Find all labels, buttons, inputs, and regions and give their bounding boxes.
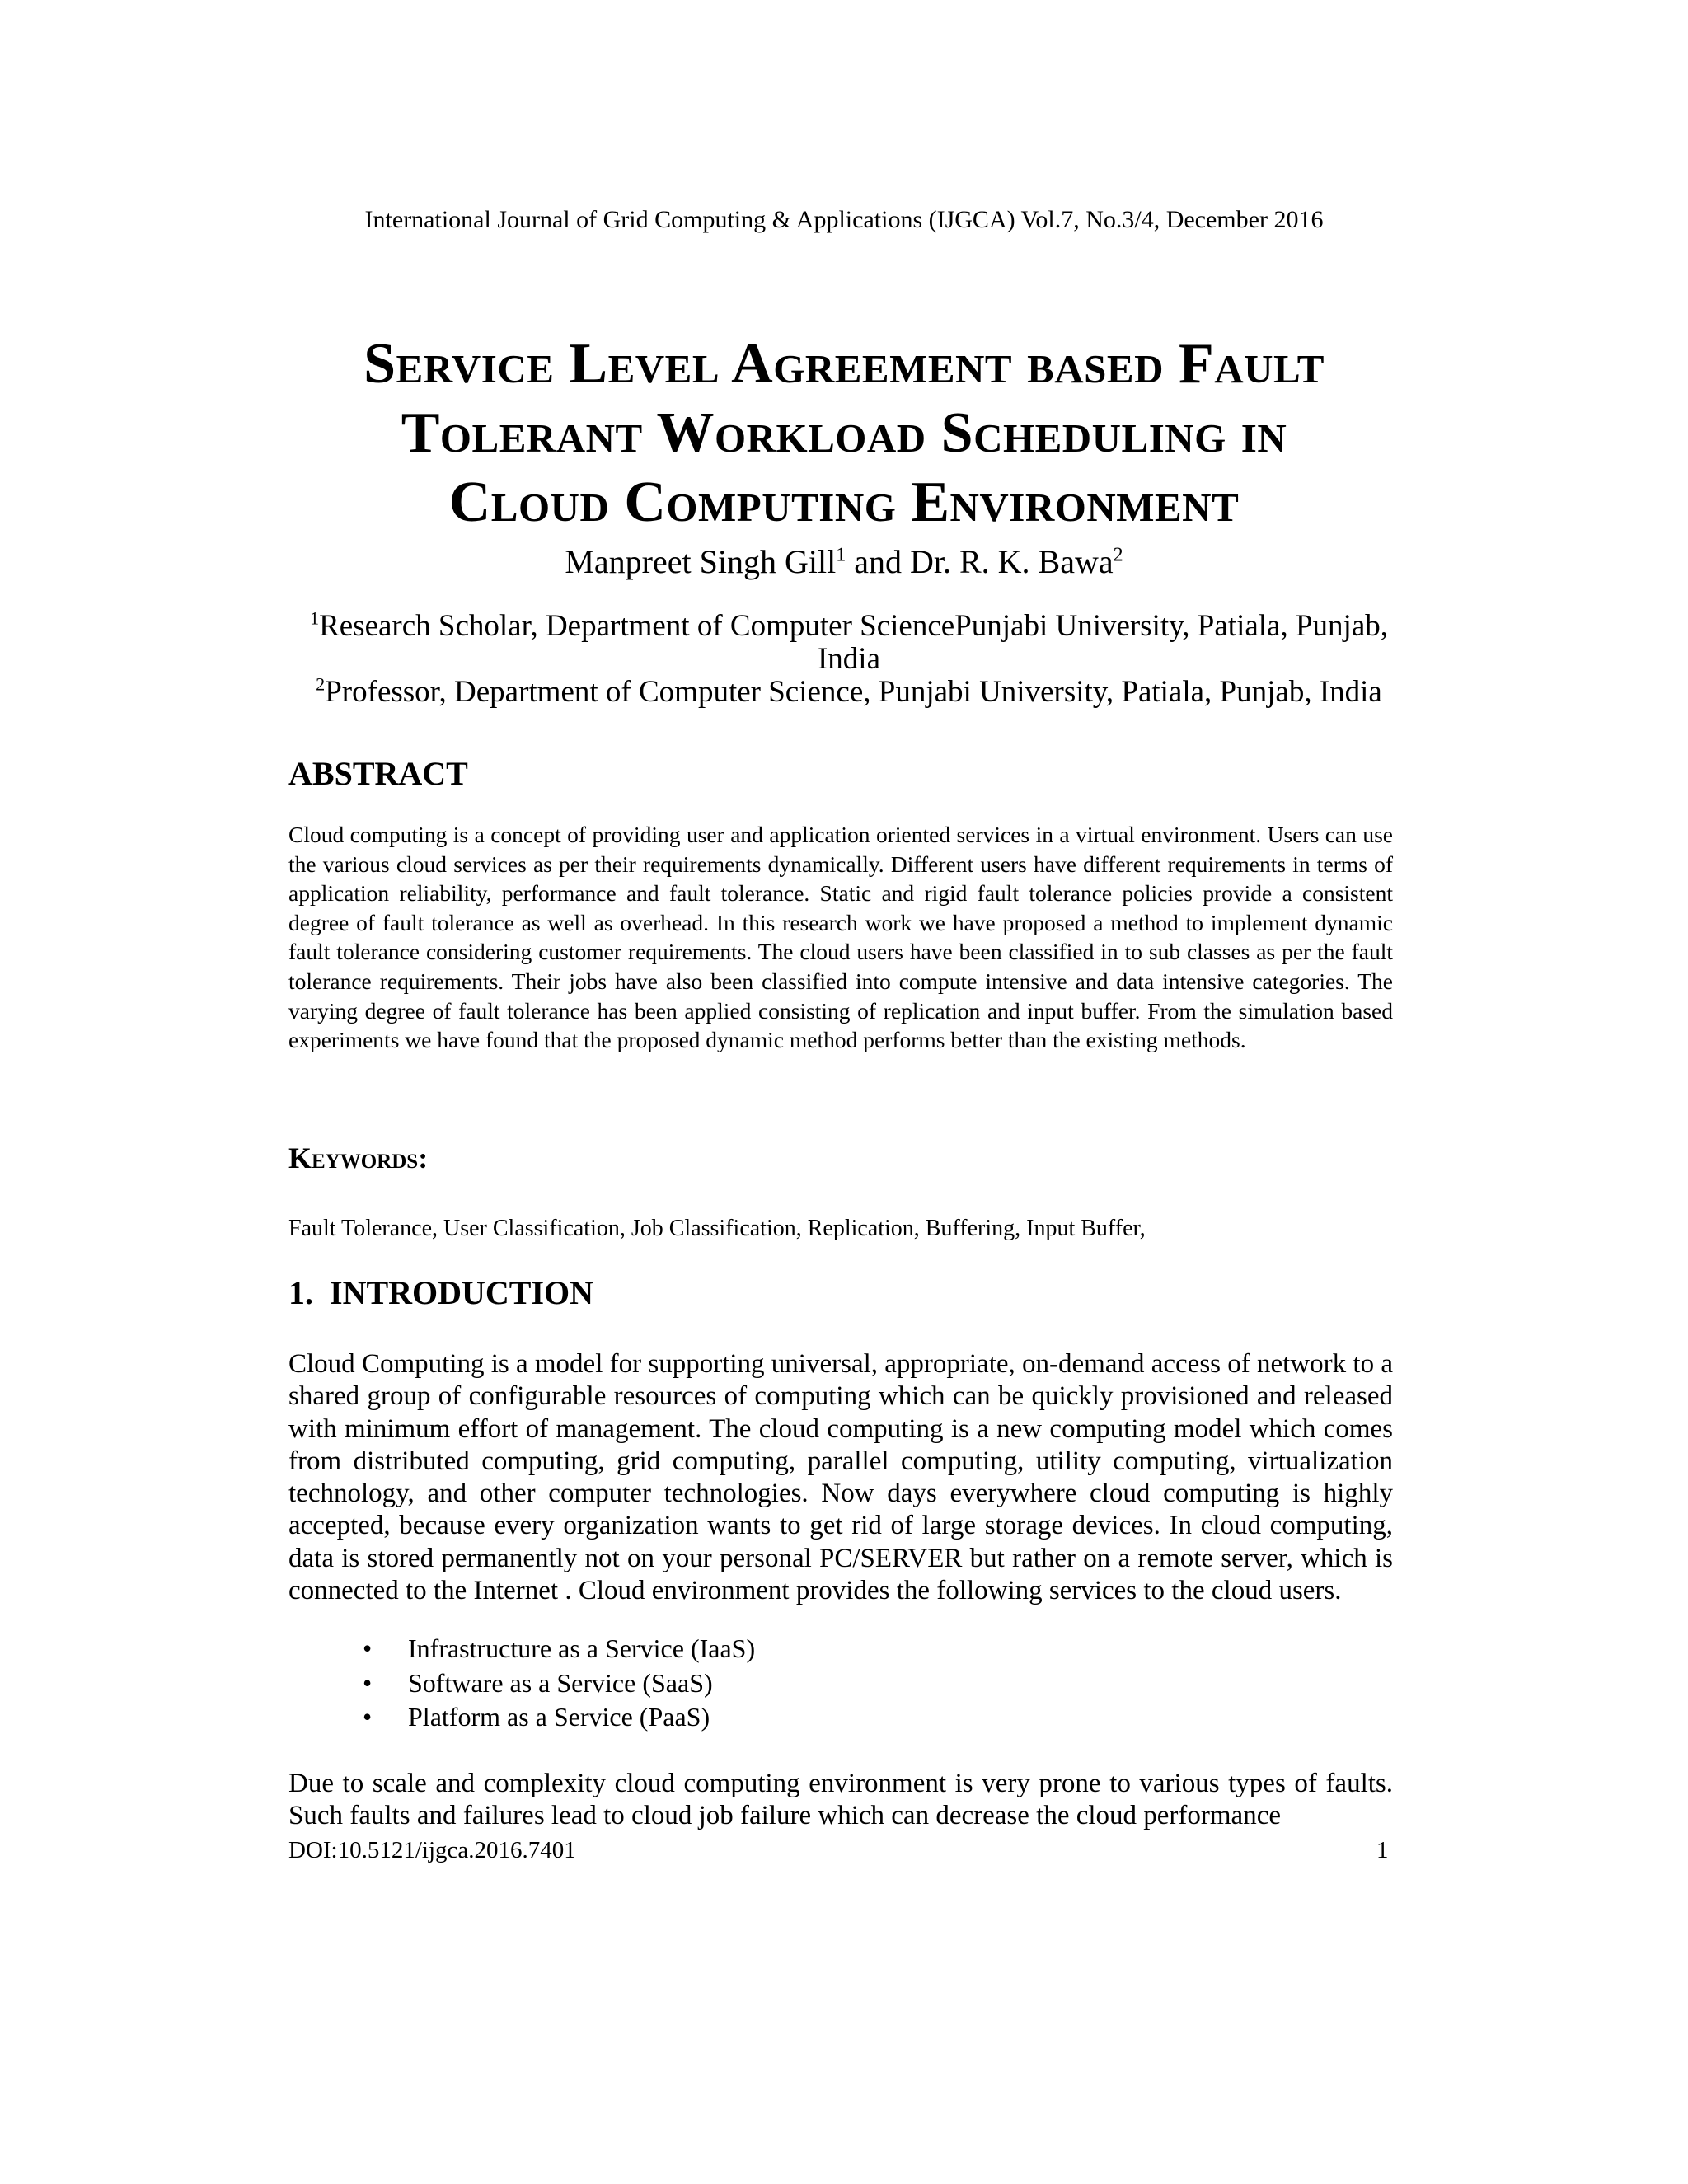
abstract-body: Cloud computing is a concept of providing user and application oriented services in a virtual environment. Users can use the various cloud services as per their requirements dynamically. Different users have different requirements in terms of application reliability, performance and fault tolerance. Static and rigid fault tolerance policies provide a consistent degree of fault tolerance as well as overhead. In this research work we have proposed a method to implement dynamic fault tolerance considering customer requirements. The cloud users have been classified in to sub classes as per the fault tolerance requirements. Their jobs have also been classified into compute intensive and data intensive categories. The varying degree of fault tolerance has been applied consisting of replication and input buffer. From the simulation based experiments we have found that the proposed dynamic method performs better than the existing methods.	[288, 822, 1393, 1053]
list-item	[363, 1632, 755, 1666]
author-superscript-2: 2	[1113, 544, 1123, 566]
page-number: 1	[1376, 1837, 1389, 1863]
bullet-icon: •	[363, 1702, 373, 1732]
bullet-icon: •	[363, 1667, 373, 1698]
list-item-text: Infrastructure as a Service (IaaS)	[408, 1633, 756, 1663]
affiliation-1	[280, 607, 1418, 676]
service-model-list	[363, 1632, 755, 1735]
affiliation-superscript-1: 1	[309, 607, 320, 629]
title-line-2: Tolerant Workload Scheduling in	[401, 401, 1287, 465]
affiliation-text-1: Research Scholar, Department of Computer SciencePunjabi University, Patiala, Punjab, India	[319, 609, 1389, 676]
introduction-paragraph-1: Cloud Computing is a model for supporting universal, appropriate, on-demand access of network to a shared group of configurable resources of computing which can be quickly provisioned and released with minimum effort of management. The cloud computing is a new computing model which comes from distributed computing, grid computing, parallel computing, utility computing, virtualization technology, and other computer technologies. Now days everywhere cloud computing is highly accepted, because every organization wants to get rid of large storage devices. In cloud computing, data is stored permanently not on your personal PC/SERVER but rather on a remote server, which is connected to the Internet . Cloud environment provides the following services to the cloud users.	[288, 1349, 1393, 1606]
list-item	[363, 1700, 755, 1735]
list-item-text: Platform as a Service (PaaS)	[408, 1702, 710, 1732]
affiliation-2	[280, 673, 1418, 709]
footer-doi: DOI:10.5121/ijgca.2016.7401	[288, 1837, 576, 1863]
affiliation-text-2: Professor, Department of Computer Science, Punjabi University, Patiala, Punjab, India	[325, 675, 1382, 709]
bullet-icon: •	[363, 1633, 373, 1663]
affiliation-superscript-2: 2	[316, 673, 326, 695]
abstract-heading: ABSTRACT	[288, 755, 468, 792]
introduction-paragraph-2: Due to scale and complexity cloud computing environment is very prone to various types of faults. Such faults and failures lead to cloud job failure which can decrease the cloud performance	[288, 1769, 1393, 1830]
keywords-list: Fault Tolerance, User Classification, Job Classification, Replication, Buffering, Input Buffer,	[288, 1216, 1146, 1241]
author-name-2: and Dr. R. K. Bawa	[846, 543, 1114, 580]
paper-title	[206, 330, 1482, 537]
running-header: International Journal of Grid Computing & Applications (IJGCA) Vol.7, No.3/4, December 2016	[364, 206, 1324, 233]
author-name-1: Manpreet Singh Gill	[565, 543, 837, 580]
affiliations	[280, 607, 1418, 709]
list-item	[363, 1666, 755, 1701]
author-list	[0, 542, 1688, 581]
section-heading-introduction: 1. INTRODUCTION	[288, 1274, 594, 1311]
keywords-heading: Keywords:	[288, 1141, 429, 1174]
author-superscript-1: 1	[836, 544, 846, 566]
list-item-text: Software as a Service (SaaS)	[408, 1667, 713, 1698]
title-line-3: Cloud Computing Environment	[448, 471, 1240, 534]
title-line-1: Service Level Agreement based Fault	[363, 332, 1325, 396]
